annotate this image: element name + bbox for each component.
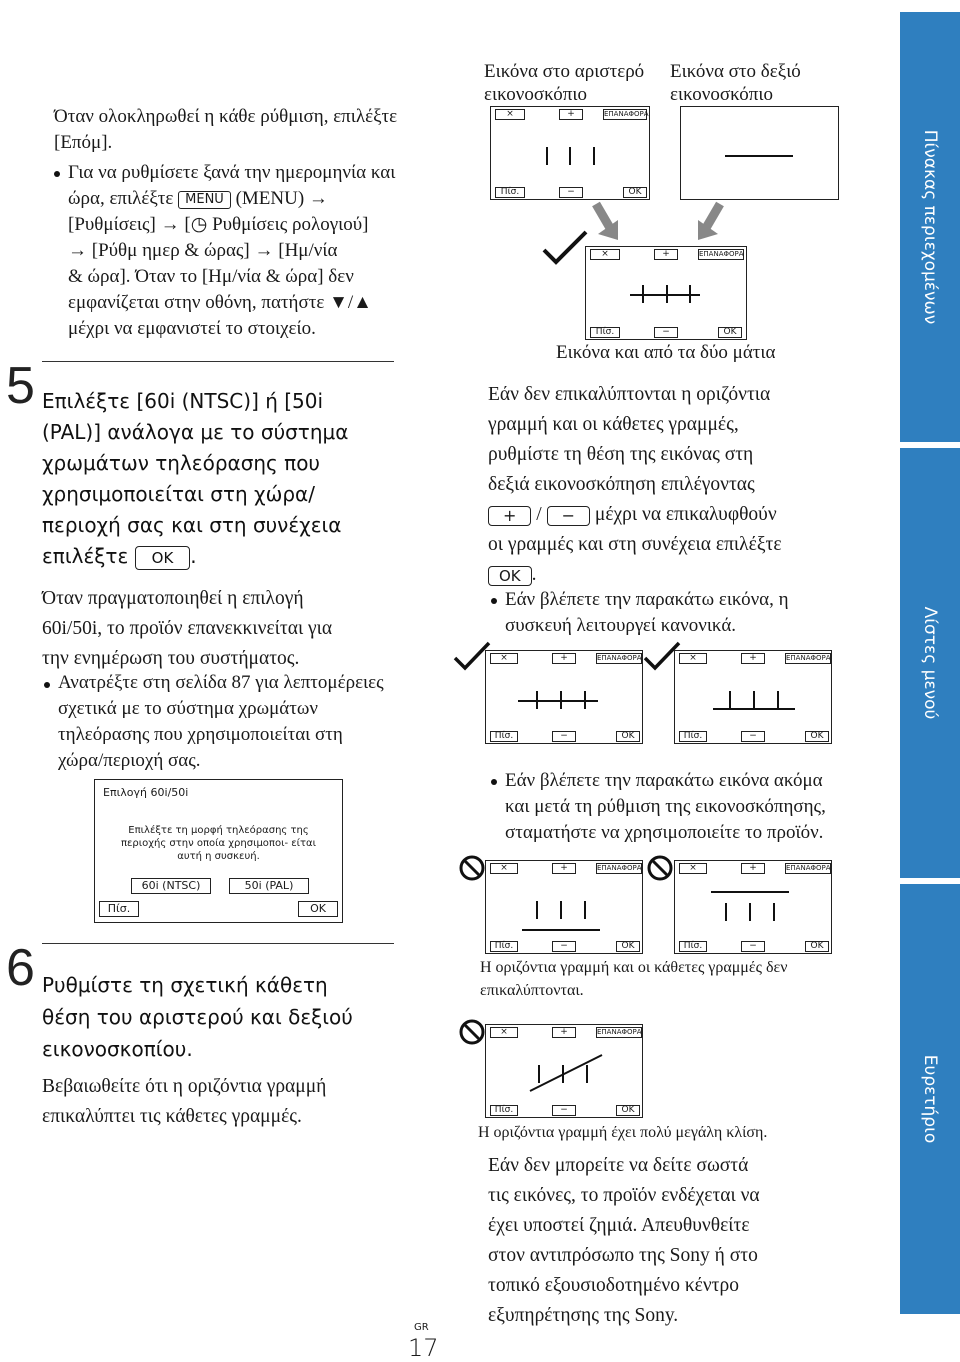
vertical-line (546, 147, 548, 165)
back-button[interactable]: Πίσ. (490, 731, 518, 742)
caption-both-eyes: Εικόνα και από τα δύο μάτια (556, 342, 776, 363)
close-button[interactable]: × (679, 863, 707, 874)
step5-body: Όταν πραγματοποιηθεί η επιλογή 60i/50i, το προϊόν επανεκκινείται για την ενημέρωση του συστήματος. (42, 588, 333, 669)
caption-left-viewfinder: Εικόνα στο αριστερό εικονοσκόπιο (484, 61, 645, 105)
reset-button[interactable]: ΕΠΑΝΑΦΟΡΑ (597, 1028, 642, 1036)
ok-example-screen (674, 650, 832, 744)
prohibited-icon (646, 854, 674, 882)
prohibited-icon (458, 1018, 486, 1046)
step6-heading: Ρυθμίστε τη σχετική κάθετη θέση του αριστερού και δεξιού εικονοσκοπίου. (42, 973, 353, 1061)
vertical-line (689, 285, 691, 303)
horizontal-line (711, 891, 789, 893)
reset-button[interactable]: ΕΠΑΝΑΦΟΡΑ (786, 654, 831, 662)
tilted-line (486, 1025, 642, 1117)
vertical-line (777, 691, 779, 709)
reset-button[interactable]: ΕΠΑΝΑΦΟΡΑ (597, 654, 642, 662)
vertical-line (753, 691, 755, 709)
ok-button[interactable]: OK (616, 731, 640, 742)
plus-button[interactable]: + (552, 653, 576, 664)
back-button[interactable]: Πίσ. (679, 731, 707, 742)
plus-button[interactable]: + (559, 109, 583, 120)
horizontal-line (522, 929, 600, 931)
plus-button[interactable]: + (654, 249, 678, 260)
vertical-line (560, 901, 562, 919)
bad-example-screen (485, 860, 643, 954)
step-number-6: 6 (6, 939, 35, 997)
ntsc-option-button[interactable]: 60i (NTSC) (131, 878, 211, 894)
plus-button[interactable]: + (741, 863, 765, 874)
bullet-dot (491, 779, 497, 785)
note-tilt: Η οριζόντια γραμμή έχει πολύ μεγάλη κλίση. (478, 1124, 768, 1141)
reset-button[interactable]: ΕΠΑΝΑΦΟΡΑ (604, 110, 649, 118)
back-button[interactable]: Πίσ. (99, 901, 139, 917)
close-button[interactable]: × (490, 653, 518, 664)
vertical-line (749, 903, 751, 921)
both-eyes-screen (585, 246, 747, 340)
bullet-dot (54, 171, 60, 177)
back-button[interactable]: Πίσ. (495, 187, 525, 198)
prohibited-icon (458, 854, 486, 882)
step5-heading: Επιλέξτε [60i (NTSC)] ή [50i (PAL)] ανάλογα με το σύστημα χρωμάτων τηλεόρασης που χρησιμοποιείται στη χώρα/ περιοχή σας και στη συνέχεια επιλέξτε OK . (42, 389, 349, 568)
ok-button[interactable]: OK (805, 731, 829, 742)
back-button[interactable]: Πίσ. (679, 941, 707, 952)
vertical-line (584, 691, 586, 709)
ok-example-screen (485, 650, 643, 744)
checkmark-icon (540, 228, 590, 268)
minus-key-icon: − (547, 506, 590, 526)
ok-button[interactable]: OK (298, 901, 338, 917)
vertical-line (729, 691, 731, 709)
language-code: GR (414, 1322, 429, 1333)
note-no-overlap: Η οριζόντια γραμμή και οι κάθετες γραμμές δεν επικαλύπτονται. (480, 959, 788, 999)
plus-key-icon: + (488, 506, 531, 526)
system-select-dialog (94, 779, 343, 923)
vertical-line (593, 147, 595, 165)
minus-button[interactable]: − (741, 941, 765, 952)
divider (42, 361, 394, 362)
back-button[interactable]: Πίσ. (490, 1105, 518, 1116)
damage-note: Εάν δεν μπορείτε να δείτε σωστά τις εικόνες, το προϊόν ενδέχεται να έχει υποστεί ζημιά. Απευθυνθείτε στον αντιπρόσωπο της Sony ή στο τοπικό εξουσιοδοτημένο κέντρο εξυπηρέτησης της Sony. (488, 1155, 760, 1326)
tab-label: Πίνακας περιεχομένων (920, 129, 940, 325)
tab-label: Λίστες μενού (920, 606, 940, 720)
vertical-line (666, 285, 668, 303)
reset-button[interactable]: ΕΠΑΝΑΦΟΡΑ (699, 250, 744, 258)
step-number-5: 5 (6, 357, 35, 415)
caption-right-viewfinder: Εικόνα στο δεξιό εικονοσκόπιο (670, 61, 801, 105)
vertical-line (725, 903, 727, 921)
right-viewfinder-screen (680, 106, 839, 200)
normal-operation-note: Εάν βλέπετε την παρακάτω εικόνα, η συσκευή λειτουργεί κανονικά. (505, 589, 789, 636)
ok-button[interactable]: OK (623, 187, 647, 198)
vertical-line (536, 901, 538, 919)
vertical-line (584, 901, 586, 919)
horizontal-line (518, 700, 598, 702)
dialog-message: Επιλέξτε τη μορφή τηλεόρασης της περιοχής στην οποία χρησιμοποι- είται αυτή η συσκευή. (120, 825, 317, 862)
bullet-dot (491, 598, 497, 604)
close-button[interactable]: × (590, 249, 620, 260)
minus-button[interactable]: − (552, 941, 576, 952)
reset-button[interactable]: ΕΠΑΝΑΦΟΡΑ (786, 864, 831, 872)
reset-button[interactable]: ΕΠΑΝΑΦΟΡΑ (597, 864, 642, 872)
stop-using-note: Εάν βλέπετε την παρακάτω εικόνα ακόμα και μετά τη ρύθμιση της εικονοσκόπησης, σταματήστε να χρησιμοποιείτε το προϊόν. (505, 770, 826, 843)
divider (42, 943, 394, 944)
plus-button[interactable]: + (741, 653, 765, 664)
minus-button[interactable]: − (552, 1105, 576, 1116)
back-button[interactable]: Πίσ. (490, 941, 518, 952)
tab-label: Ευρετήριο (920, 1054, 940, 1144)
back-button[interactable]: Πίσ. (590, 327, 620, 338)
left-viewfinder-screen (490, 106, 650, 200)
ok-button[interactable]: OK (805, 941, 829, 952)
bad-example-screen (674, 860, 832, 954)
close-button[interactable]: × (679, 653, 707, 664)
adjust-instructions: Εάν δεν επικαλύπτονται η οριζόντια γραμμή και οι κάθετες γραμμές, ρυθμίστε τη θέση της εικόνας στη δεξιά εικονοσκόπηση επιλέγοντας + / − μέχρι να επικαλυφθούν οι γραμμές και στη συνέχεια επιλέξτε OK . (488, 384, 782, 585)
page-number: 17 (408, 1334, 439, 1362)
dialog-title: Επιλογή 60i/50i (103, 786, 189, 799)
minus-button[interactable]: − (559, 187, 583, 198)
ok-key-icon: OK (135, 546, 191, 570)
step5-bullet: Ανατρέξτε στη σελίδα 87 για λεπτομέρειες σχετικά με το σύστημα χρωμάτων τηλεόρασης που χρησιμοποιείται στη χώρα/περιοχή σας. (58, 672, 384, 771)
ok-button[interactable]: OK (616, 1105, 640, 1116)
vertical-line (560, 691, 562, 709)
vertical-line (569, 147, 571, 165)
horizontal-line (725, 155, 793, 157)
pal-option-button[interactable]: 50i (PAL) (229, 878, 309, 894)
vertical-line (642, 285, 644, 303)
bullet-dot (44, 682, 50, 688)
close-button[interactable]: × (495, 109, 525, 120)
ok-button[interactable]: OK (616, 941, 640, 952)
plus-button[interactable]: + (552, 1027, 576, 1038)
vertical-line (536, 691, 538, 709)
close-button[interactable]: × (490, 1027, 518, 1038)
step6-body: Βεβαιωθείτε ότι η οριζόντια γραμμή επικαλύπτει τις κάθετες γραμμές. (42, 1076, 327, 1127)
close-button[interactable]: × (490, 863, 518, 874)
tab-menu-lists[interactable] (900, 448, 960, 878)
minus-button[interactable]: − (552, 731, 576, 742)
minus-button[interactable]: − (741, 731, 765, 742)
ok-key-icon: OK (488, 566, 532, 586)
intro-text: Όταν ολοκληρωθεί η κάθε ρύθμιση, επιλέξτε [Επόμ]. (54, 106, 398, 153)
plus-button[interactable]: + (552, 863, 576, 874)
tab-index[interactable] (900, 884, 960, 1314)
tab-table-of-contents[interactable] (900, 12, 960, 442)
vertical-line (773, 903, 775, 921)
menu-key-icon: MENU (178, 191, 231, 209)
bad-example-screen (485, 1024, 643, 1118)
ok-button[interactable]: OK (718, 327, 742, 338)
minus-button[interactable]: − (654, 327, 678, 338)
clock-settings-note: Για να ρυθμίσετε ξανά την ημερομηνία και ώρα, επιλέξτε MENU (MENU) → [Ρυθμίσεις] → [◷ Ρυθμίσεις ρολογιού] → [Ρύθμ ημερ & ώρας] → [Ημ/νία & ώρα]. Όταν το [Ημ/νία & ώρα] δεν εμφανίζεται στην οθόνη, πατήστε ▼/▲ μέχρι να εμφανιστεί το στοιχείο. (68, 162, 396, 339)
clock-icon: ◷ (190, 214, 208, 235)
